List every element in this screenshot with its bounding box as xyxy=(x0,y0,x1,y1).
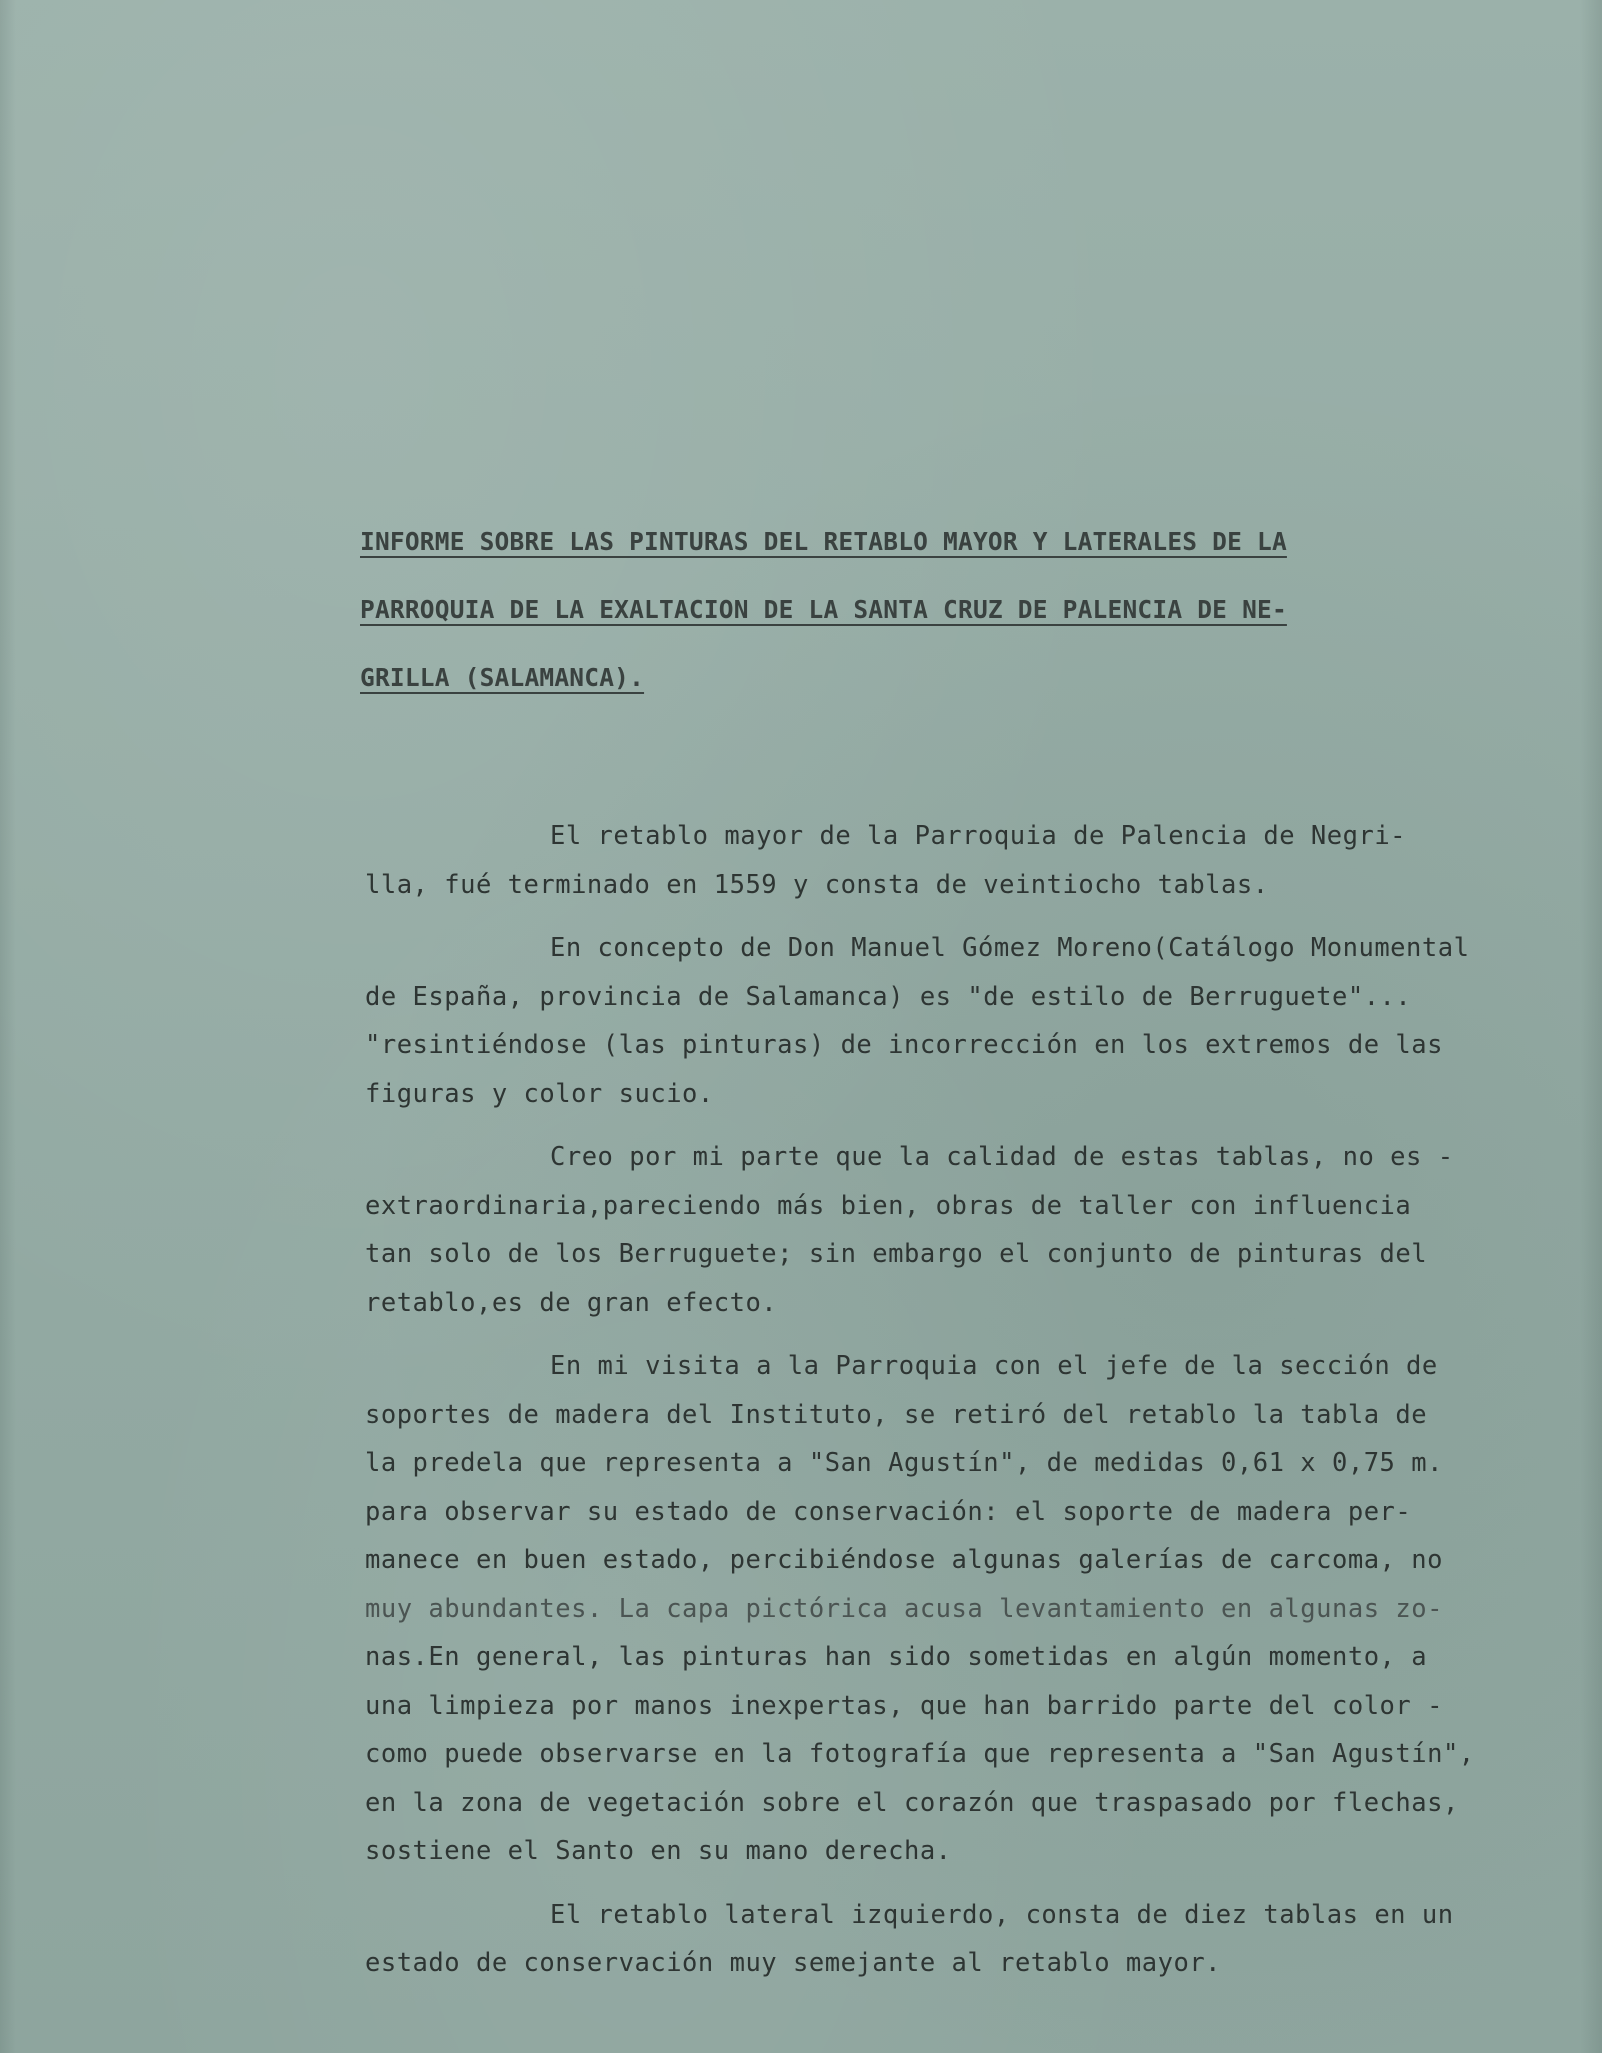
text-line: una limpieza por manos inexpertas, que han barrido parte del color - xyxy=(365,1690,1443,1721)
paragraph-1 xyxy=(365,812,1565,909)
text-line: la predela que representa a "San Agustín", de medidas 0,61 x 0,75 m. xyxy=(365,1448,1443,1478)
document-body xyxy=(365,812,1565,2003)
text-line: El retablo lateral izquierdo, consta de diez tablas en un xyxy=(550,1899,1454,1930)
text-line: para observar su estado de conservación: el soporte de madera per- xyxy=(365,1496,1412,1527)
paragraph-4 xyxy=(365,1342,1565,1876)
text-line: estado de conservación muy semejante al retablo mayor. xyxy=(365,1948,1222,1978)
text-line: retablo,es de gran efecto. xyxy=(365,1287,778,1318)
text-line: figuras y color sucio. xyxy=(365,1078,714,1109)
paper-edge-shadow-right xyxy=(1580,0,1602,2053)
text-line: El retablo mayor de la Parroquia de Palencia de Negri- xyxy=(550,821,1407,851)
text-line: Creo por mi parte que la calidad de estas tablas, no es - xyxy=(550,1142,1454,1172)
title-line: GRILLA (SALAMANCA). xyxy=(360,663,645,692)
text-line: lla, fué terminado en 1559 y consta de veintiocho tablas. xyxy=(365,869,1269,900)
text-line: "resintiéndose (las pinturas) de incorrección en los extremos de las xyxy=(365,1030,1443,1060)
text-line: extraordinaria,pareciendo más bien, obras de taller con influencia xyxy=(365,1190,1412,1221)
paper-edge-shadow-left xyxy=(0,0,16,2053)
text-line: sostiene el Santo en su mano derecha. xyxy=(365,1836,952,1866)
text-line: de España, provincia de Salamanca) es "de estilo de Berruguete"... xyxy=(365,981,1412,1012)
text-line: nas.En general, las pinturas han sido sometidas en algún momento, a xyxy=(365,1642,1428,1672)
title-line: INFORME SOBRE LAS PINTURAS DEL RETABLO MAYOR Y LATERALES DE LA xyxy=(360,527,1287,556)
title-line: PARROQUIA DE LA EXALTACION DE LA SANTA CRUZ DE PALENCIA DE NE- xyxy=(360,595,1287,624)
text-line: En mi visita a la Parroquia con el jefe de la sección de xyxy=(550,1351,1438,1381)
document-title xyxy=(360,508,1440,712)
text-line: soportes de madera del Instituto, se retiró del retablo la tabla de xyxy=(365,1399,1428,1430)
paragraph-3 xyxy=(365,1133,1565,1327)
paragraph-2 xyxy=(365,924,1565,1118)
text-line: manece en buen estado, percibiéndose algunas galerías de carcoma, no xyxy=(365,1545,1443,1575)
text-line: tan solo de los Berruguete; sin embargo el conjunto de pinturas del xyxy=(365,1239,1428,1269)
text-line: como puede observarse en la fotografía que representa a "San Agustín", xyxy=(365,1739,1475,1769)
text-line: En concepto de Don Manuel Gómez Moreno(Catálogo Monumental xyxy=(550,933,1470,963)
text-line: en la zona de vegetación sobre el corazón que traspasado por flechas, xyxy=(365,1787,1459,1818)
paragraph-5 xyxy=(365,1891,1565,1988)
text-line: muy abundantes. La capa pictórica acusa levantamiento en algunas zo- xyxy=(365,1593,1443,1624)
